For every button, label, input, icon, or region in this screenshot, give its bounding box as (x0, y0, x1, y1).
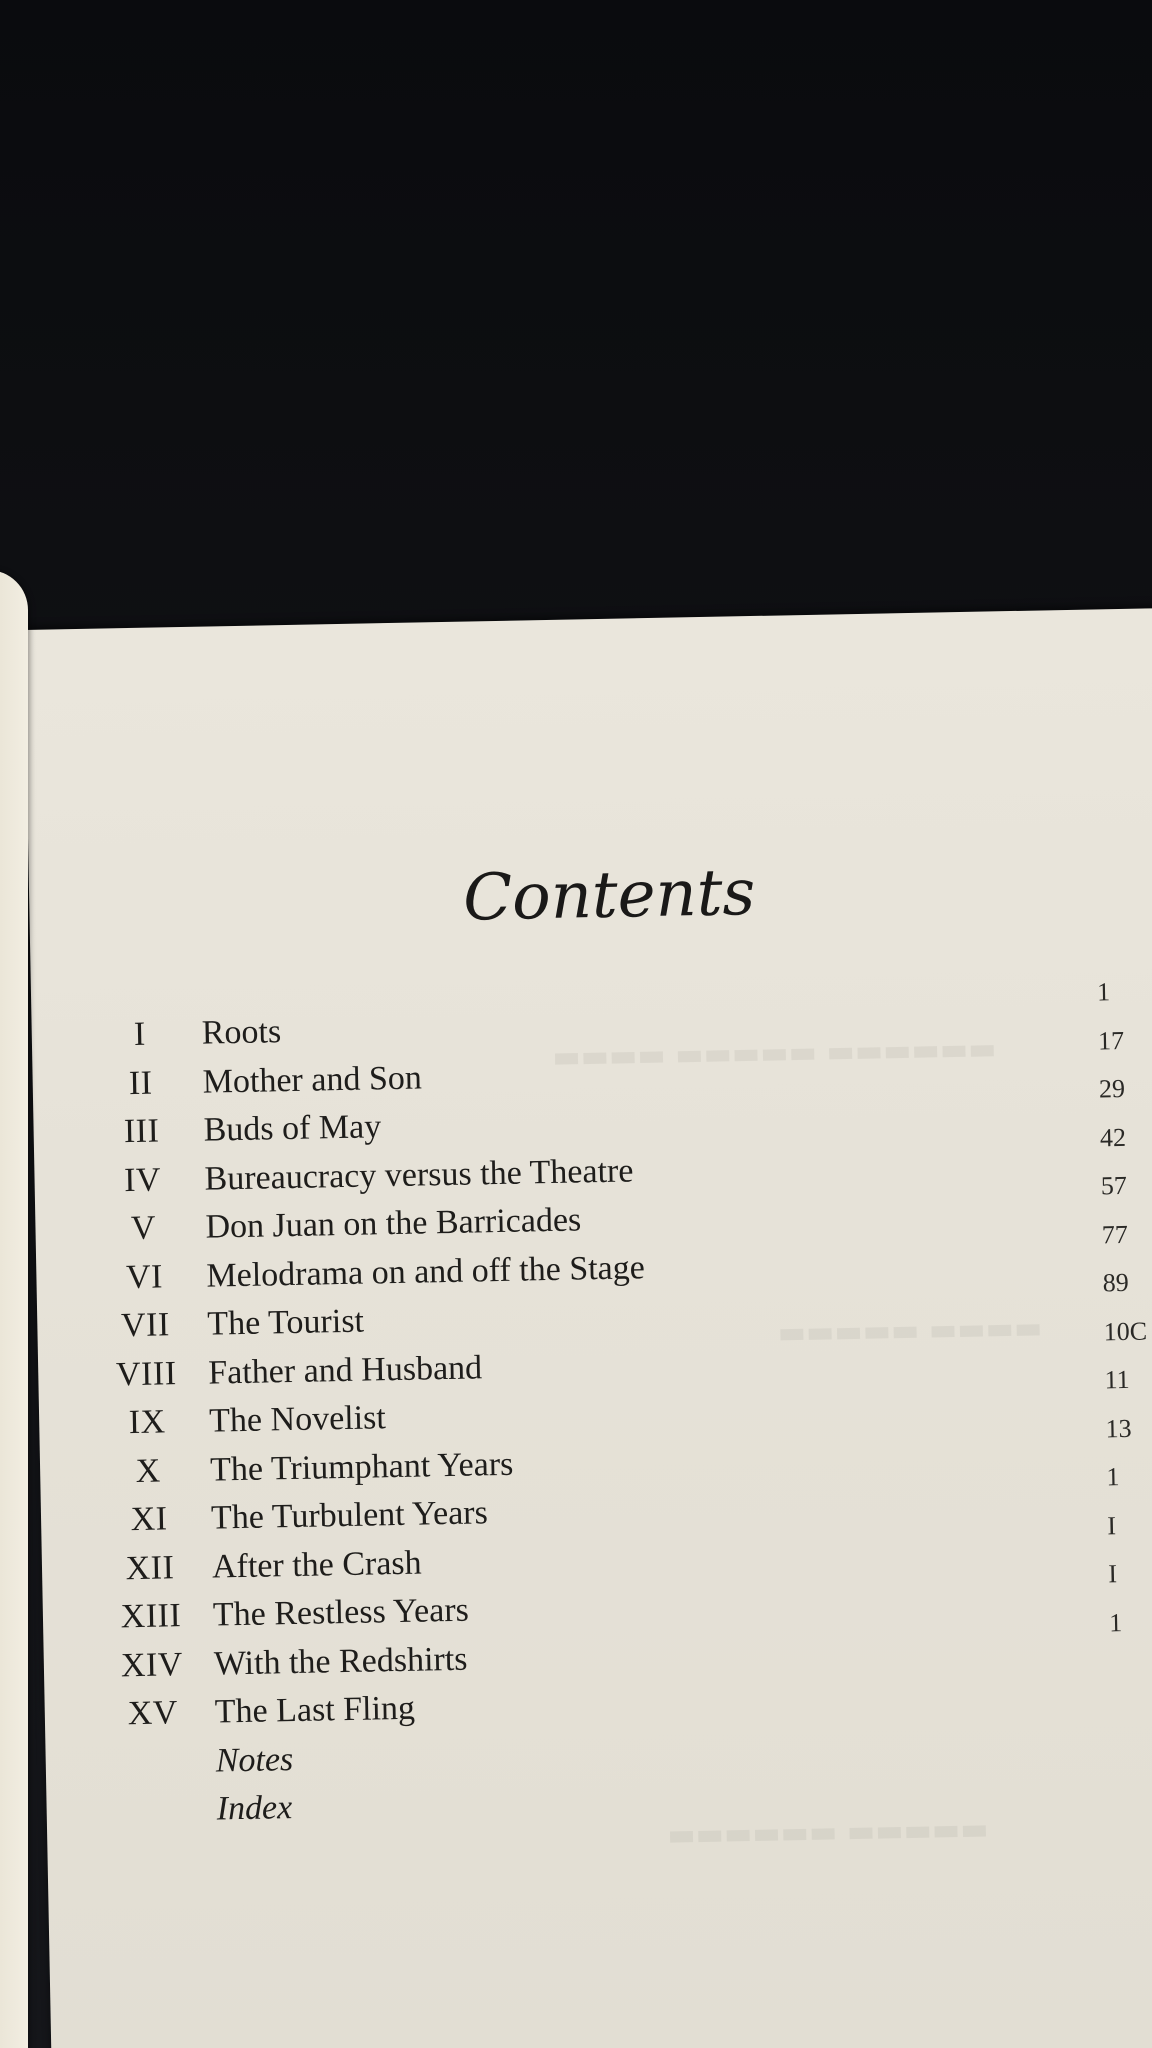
chapter-title: After the Crash (211, 1544, 422, 1586)
page-number: I (1107, 1510, 1117, 1540)
show-through-text: ▬▬▬▬▬ ▬▬▬▬ (777, 1310, 1043, 1351)
chapter-title: Roots (201, 1013, 282, 1052)
chapter-number: III (123, 1112, 160, 1151)
page-number: 1 (1096, 977, 1111, 1007)
chapter-number: XII (125, 1548, 175, 1587)
chapter-number: V (130, 1209, 157, 1248)
chapter-number: VIII (115, 1354, 177, 1393)
page-number: I (1108, 1559, 1118, 1589)
chapter-title: The Tourist (207, 1302, 365, 1343)
chapter-number: VI (125, 1257, 164, 1296)
chapter-title: The Novelist (208, 1399, 387, 1440)
show-through-text: ▬▬▬▬ ▬▬▬▬▬ ▬▬▬▬▬▬ (551, 1031, 997, 1075)
index-title: Index (216, 1789, 293, 1828)
page-number: 17 (1097, 1025, 1125, 1055)
chapter-title: The Last Fling (214, 1689, 416, 1731)
page-number: 13 (1105, 1413, 1132, 1443)
facing-page-edge (0, 570, 28, 2048)
show-through-text: ▬▬▬▬▬▬ ▬▬▬▬▬ (666, 1811, 989, 1853)
notes-title: Notes (215, 1740, 294, 1780)
chapter-number: IV (123, 1160, 162, 1199)
chapter-title: Melodrama on and off the Stage (206, 1248, 646, 1295)
chapter-title: Buds of May (203, 1108, 382, 1149)
page-number: 11 (1104, 1364, 1130, 1395)
page-number: 1 (1106, 1462, 1120, 1492)
page-number: 1 (1108, 1607, 1123, 1637)
table-of-contents (31, 977, 1152, 1843)
chapter-number: X (135, 1452, 162, 1490)
chapter-title: Don Juan on the Barricades (205, 1201, 582, 1246)
chapter-title: Mother and Son (202, 1058, 423, 1101)
chapter-number: IX (128, 1403, 167, 1442)
chapter-title: The Turbulent Years (210, 1494, 489, 1537)
chapter-title: Father and Husband (207, 1348, 483, 1392)
page-title: Contents (462, 856, 756, 936)
chapter-number: XIII (120, 1597, 182, 1636)
chapter-number: XV (127, 1694, 179, 1733)
page-number: 77 (1101, 1219, 1129, 1249)
chapter-title: With the Redshirts (213, 1640, 468, 1683)
page-number: 57 (1100, 1170, 1128, 1201)
chapter-number: XIV (120, 1645, 184, 1684)
chapter-number: I (133, 1015, 147, 1053)
chapter-number: VII (120, 1306, 171, 1345)
book-page (24, 608, 1152, 2048)
page-number: 29 (1098, 1073, 1126, 1104)
page-number: 89 (1102, 1267, 1130, 1298)
chapter-title: The Triumphant Years (209, 1445, 514, 1489)
page-number: 10C (1103, 1316, 1148, 1346)
chapter-title: The Restless Years (212, 1591, 470, 1634)
page-number: 42 (1099, 1122, 1127, 1152)
chapter-number: II (128, 1064, 153, 1102)
chapter-number: XI (130, 1500, 168, 1539)
chapter-title: Bureaucracy versus the Theatre (204, 1151, 634, 1198)
